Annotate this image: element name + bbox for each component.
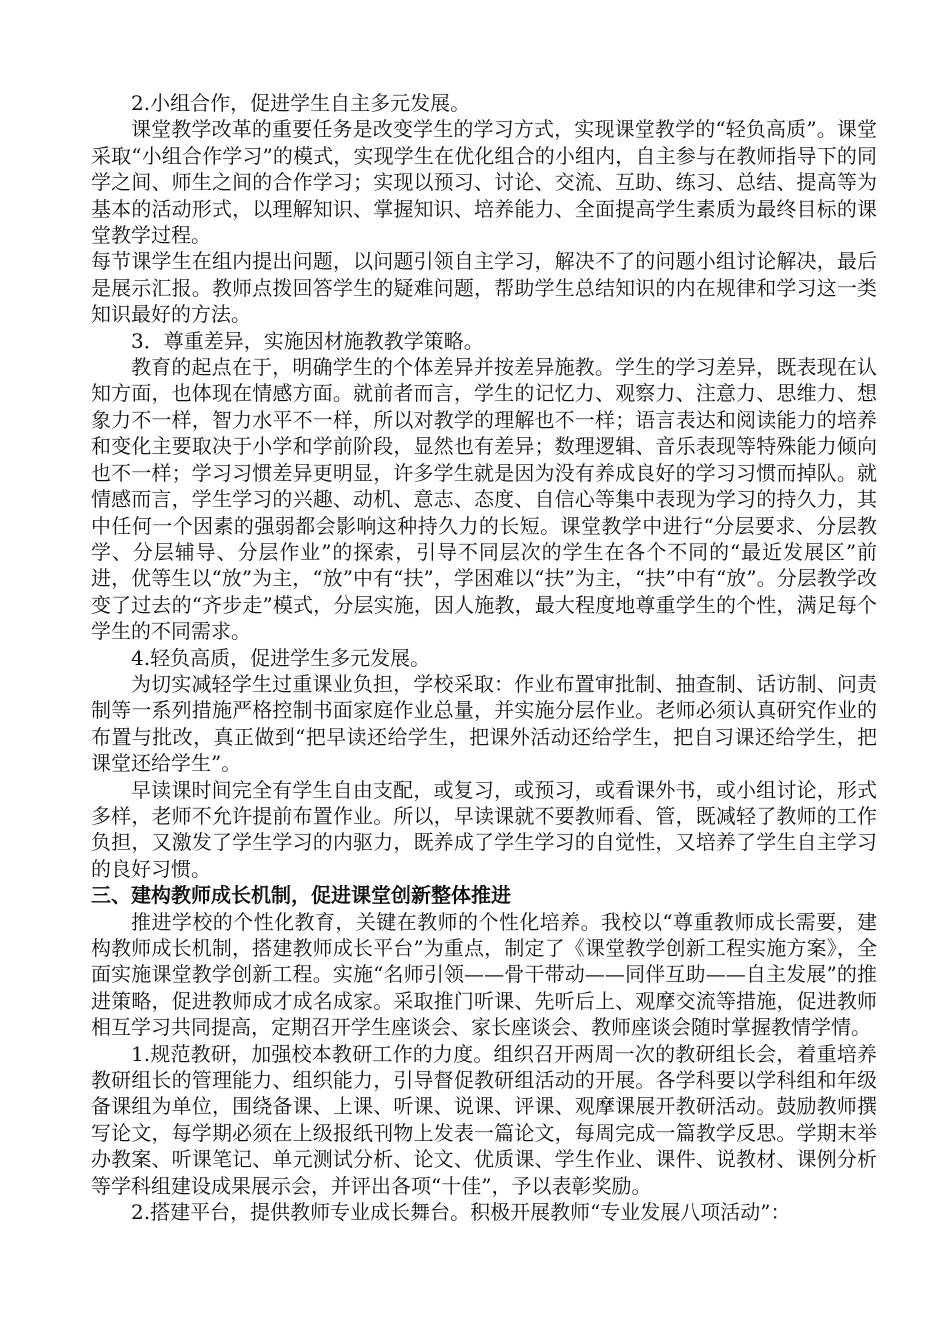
paragraph-body: 课堂教学改革的重要任务是改变学生的学习方式，实现课堂教学的“轻负高质”。课堂采取“小组合作学习”的模式，实现学生在优化组合的小组内，自主参与在教师指导下的同学之间、师生之间的合作学习；实现以预习、讨论、交流、互助、练习、总结、提高等为基本的活动形式，以理解知识、掌握知识、培养能力、全面提高学生素质为最终目标的课堂教学过程。 bbox=[91, 117, 877, 248]
paragraph-subheading-3: 3．尊重差异，实施因材施教教学策略。 bbox=[131, 328, 484, 353]
paragraph-body: 早读课时间完全有学生自由支配，或复习，或预习，或看课外书，或小组讨论，形式多样，老师不允许提前布置作业。所以，早读课就不要教师看、管，既减轻了教师的工作负担，又激发了学生学习的内驱力，既养成了学生学习的自觉性，又培养了学生自主学习的良好习惯。 bbox=[91, 777, 877, 881]
paragraph-subheading-2: 2.小组合作，促进学生自主多元发展。 bbox=[131, 91, 471, 115]
paragraph-body: 推进学校的个性化教育，关键在教师的个性化培养。我校以“尊重教师成长需要，建构教师成长机制，搭建教师成长平台”为重点，制定了《课堂教学创新工程实施方案》，全面实施课堂教学创新工程。实施“名师引领——骨干带动——同伴互助——自主发展”的推进策略，促进教师成才成名成家。采取推门听课、先听后上、观摩交流等措施，促进教师相互学习共同提高，定期召开学生座谈会、家长座谈会、教师座谈会随时掌握教情学情。 bbox=[91, 909, 877, 1040]
document-body bbox=[91, 90, 877, 1225]
paragraph-subheading-4: 4.轻负高质，促进学生多元发展。 bbox=[131, 645, 431, 670]
paragraph-body: 1.规范教研，加强校本教研工作的力度。组织召开两周一次的教研组长会，着重培养教研组长的管理能力、组织能力，引导督促教研组活动的开展。各学科要以学科组和年级备课组为单位，围绕备课、上课、听课、说课、评课、观摩课展开教研活动。鼓励教师撰写论文，每学期必须在上级报纸刊物上发表一篇论文，每周完成一篇教学反思。学期末举办教案、听课笔记、单元测试分析、论文、优质课、学生作业、课件、说教材、课例分析等学科组建设成果展示会，并评出各项“十佳”，予以表彰奖励。 bbox=[91, 1041, 877, 1198]
paragraph-body: 为切实减轻学生过重课业负担，学校采取：作业布置审批制、抽查制、话访制、问责制等一系列措施严格控制书面家庭作业总量，并实施分层作业。老师必须认真研究作业的布置与批改，真正做到“把早读还给学生，把课外活动还给学生，把自习课还给学生，把课堂还给学生”。 bbox=[91, 671, 877, 776]
section-heading: 三、建构教师成长机制，促进课堂创新整体推进 bbox=[91, 883, 511, 908]
paragraph-body: 2.搭建平台，提供教师专业成长舞台。积极开展教师“专业发展八项活动”： bbox=[131, 1200, 791, 1225]
paragraph-body: 每节课学生在组内提出问题，以问题引领自主学习，解决不了的问题小组讨论解决，最后是展示汇报。教师点拨回答学生的疑难问题，帮助学生总结知识的内在规律和学习这一类知识最好的方法。 bbox=[91, 249, 877, 327]
paragraph-body: 教育的起点在于，明确学生的个体差异并按差异施教。学生的学习差异，既表现在认知方面，也体现在情感方面。就前者而言，学生的记忆力、观察力、注意力、思维力、想象力不一样，智力水平不一样，所以对教学的理解也不一样；语言表达和阅读能力的培养和变化主要取决于小学和学前阶段，显然也有差异；数理逻辑、音乐表现等特殊能力倾向也不一样；学习习惯差异更明显，许多学生就是因为没有养成良好的学习习惯而掉队。就情感而言，学生学习的兴趣、动机、意志、态度、自信心等集中表现为学习的持久力，其中任何一个因素的强弱都会影响这种持久力的长短。课堂教学中进行“分层要求、分层教学、分层辅导、分层作业”的探索，引导不同层次的学生在各个不同的“最近发展区”前进，优等生以“放”为主，“放”中有“扶”，学困难以“扶”为主，“扶”中有“放”。分层教学改变了过去的“齐步走”模式，分层实施，因人施教，最大程度地尊重学生的个性，满足每个学生的不同需求。 bbox=[91, 355, 877, 644]
